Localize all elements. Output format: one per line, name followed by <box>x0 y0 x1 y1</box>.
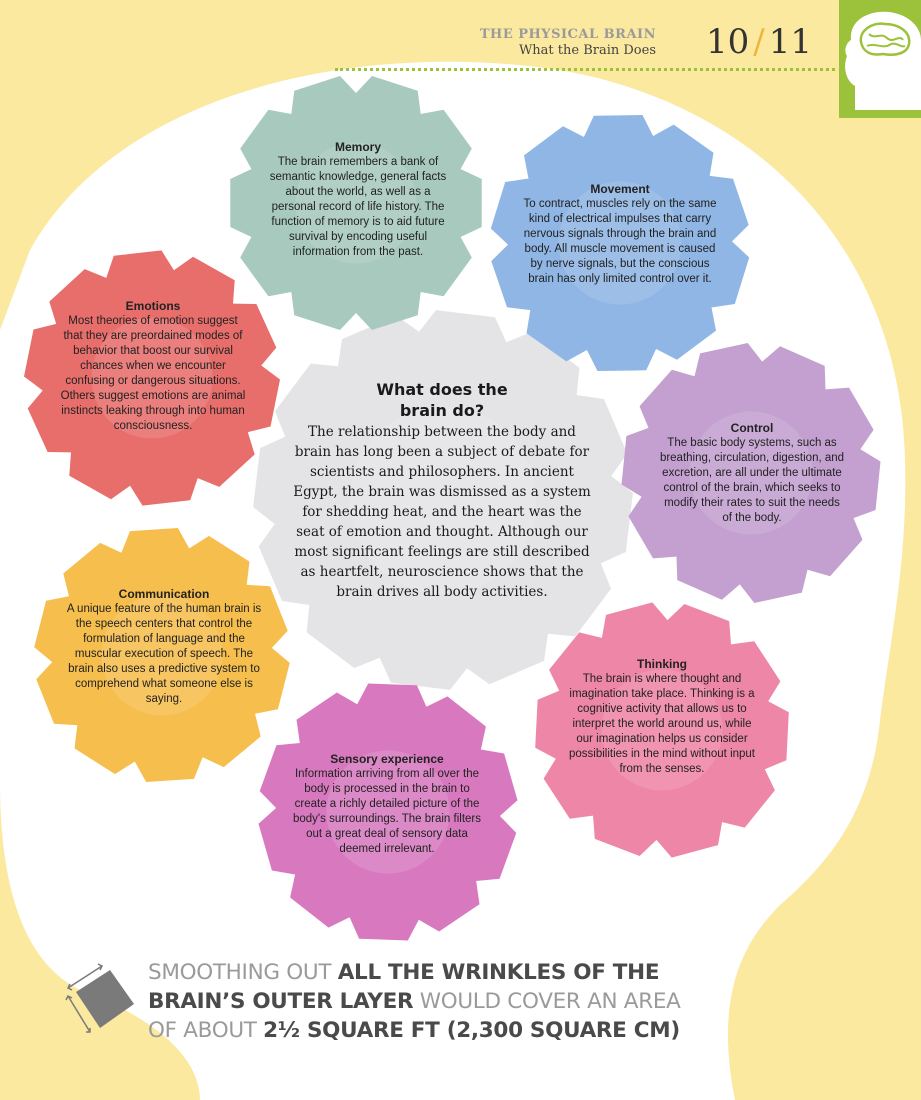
page-number-left: 10 <box>706 22 750 62</box>
control-body: The basic body systems, such as breathing, circulation, digestion, and excretion, are all under the ultimate control of the brain, which seeks to modify their rates to suit the needs of the body. <box>659 437 845 524</box>
fact-part-3: WOULD COVER AN AREA OF ABOUT <box>148 989 681 1043</box>
movement-title: Movement <box>590 182 650 196</box>
emotions-body: Most theories of emotion suggest that they are preordained modes of behavior that boost our survival chances when we encounter confusing or dangerous situations. Others suggest emotions are animal instincts leaking through into human consciousness. <box>60 315 246 432</box>
thinking-text <box>568 657 756 777</box>
memory-title: Memory <box>334 140 381 154</box>
section-title: THE PHYSICAL BRAIN <box>479 27 656 42</box>
communication-body: A unique feature of the human brain is the speech centers that control the formulation of language and the muscular execution of speech. The brain also uses a predictive system to comprehend what someone else is saying. <box>66 603 262 705</box>
sensory-title: Sensory experience <box>330 752 444 766</box>
fact-callout <box>148 958 708 1045</box>
fact-part-2: ALL THE WRINKLES OF THE BRAIN’S OUTER LAYER <box>148 960 660 1014</box>
fact-part-4: 2½ SQUARE FT (2,300 SQUARE CM) <box>263 1018 680 1043</box>
communication-title: Communication <box>118 587 210 601</box>
fact-part-1: SMOOTHING OUT <box>148 960 338 985</box>
memory-text <box>262 140 454 260</box>
thinking-title: Thinking <box>637 657 687 671</box>
emotions-title: Emotions <box>125 299 181 313</box>
emotions-text <box>60 299 246 434</box>
movement-text <box>522 182 718 287</box>
memory-body: The brain remembers a bank of semantic knowledge, general facts about the world, as well as a personal record of life history. The function of memory is to aid future survival by encoding useful information from the past. <box>269 156 447 258</box>
control-title: Control <box>730 421 774 435</box>
area-square-icon <box>62 960 146 1040</box>
movement-body: To contract, muscles rely on the same kind of electrical impulses that carry nervous signals through the brain and body. All muscle movement is caused by nerve signals, but the conscious brain has only limited control over it. <box>523 198 717 285</box>
center-body: The relationship between the body and brain has long been a subject of debate for scientists and philosophers. In ancient Egypt, the brain was dismissed as a system for shedding heat, and the heart was the seat of emotion and thought. Although our most significant feelings are still described as heartfelt, neuroscience shows that the brain drives all body activities. <box>293 424 591 600</box>
sensory-body: Information arriving from all over the body is processed in the brain to create a richly detailed picture of the body's surroundings. The brain filters out a great deal of sensory data deemed irrelevant. <box>293 768 481 855</box>
thinking-body: The brain is where thought and imagination take place. Thinking is a cognitive activity that allows us to interpret the world around us, while our imagination helps us consider possibilities in the mind without input from the senses. <box>568 673 756 775</box>
communication-text <box>64 587 264 707</box>
center-title-line1: What does the <box>376 380 508 399</box>
control-text <box>658 421 846 526</box>
center-title-line2: brain do? <box>399 401 485 420</box>
center-text <box>288 380 596 602</box>
page-number-right: 11 <box>768 22 812 62</box>
sensory-text <box>292 752 482 857</box>
page-separator: / <box>753 22 765 62</box>
section-subtitle: What the Brain Does <box>518 43 656 58</box>
